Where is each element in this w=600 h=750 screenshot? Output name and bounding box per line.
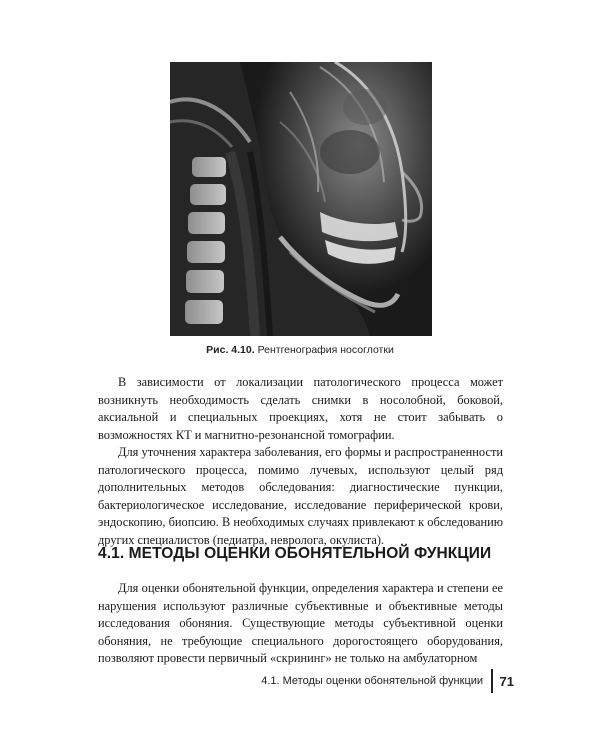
figure-caption-text: Рентгенография носоглотки <box>257 344 394 356</box>
page-number: 71 <box>499 673 514 689</box>
body-text-bottom <box>98 580 503 668</box>
paragraph: Для оценки обонятельной функции, определения характера и степени ее нарушения используют различные субъективные и объективные методы исследования обоняния. Существующие методы субъективной оценки обоняния, не требующие специального дорогостоящего оборудования, позволяют провести первичный «скрининг» не только на амбулаторном <box>98 581 503 665</box>
running-title: 4.1. Методы оценки обонятельной функции <box>261 675 484 687</box>
paragraph: Для уточнения характера заболевания, его формы и распространенности патологического процесса, помимо лучевых, используют целый ряд дополнительных методов обследования: диагностические пункции, бактериологическое исследование, исследование периферической крови, эндоскопию, биопсию. В необходимых случаях привлекают к обследованию других специалистов (педиатра, невролога, окулиста). <box>98 445 503 547</box>
x-ray-skull-lateral-image <box>170 62 432 336</box>
xray-figure <box>170 62 432 336</box>
figure-label: Рис. 4.10. <box>206 344 255 356</box>
footer-divider <box>491 669 493 693</box>
body-text-top <box>98 374 503 549</box>
paragraph: В зависимости от локализации патологического процесса может возникнуть необходимость сделать снимки в носолобной, боковой, аксиальной и специальных проекциях, хотя не стоит забывать о возможностях КТ и магнитно-резонансной томографии. <box>98 375 503 442</box>
page-footer <box>261 668 514 694</box>
section-heading: 4.1. МЕТОДЫ ОЦЕНКИ ОБОНЯТЕЛЬНОЙ ФУНКЦИИ <box>98 545 492 562</box>
figure-caption <box>0 344 600 356</box>
